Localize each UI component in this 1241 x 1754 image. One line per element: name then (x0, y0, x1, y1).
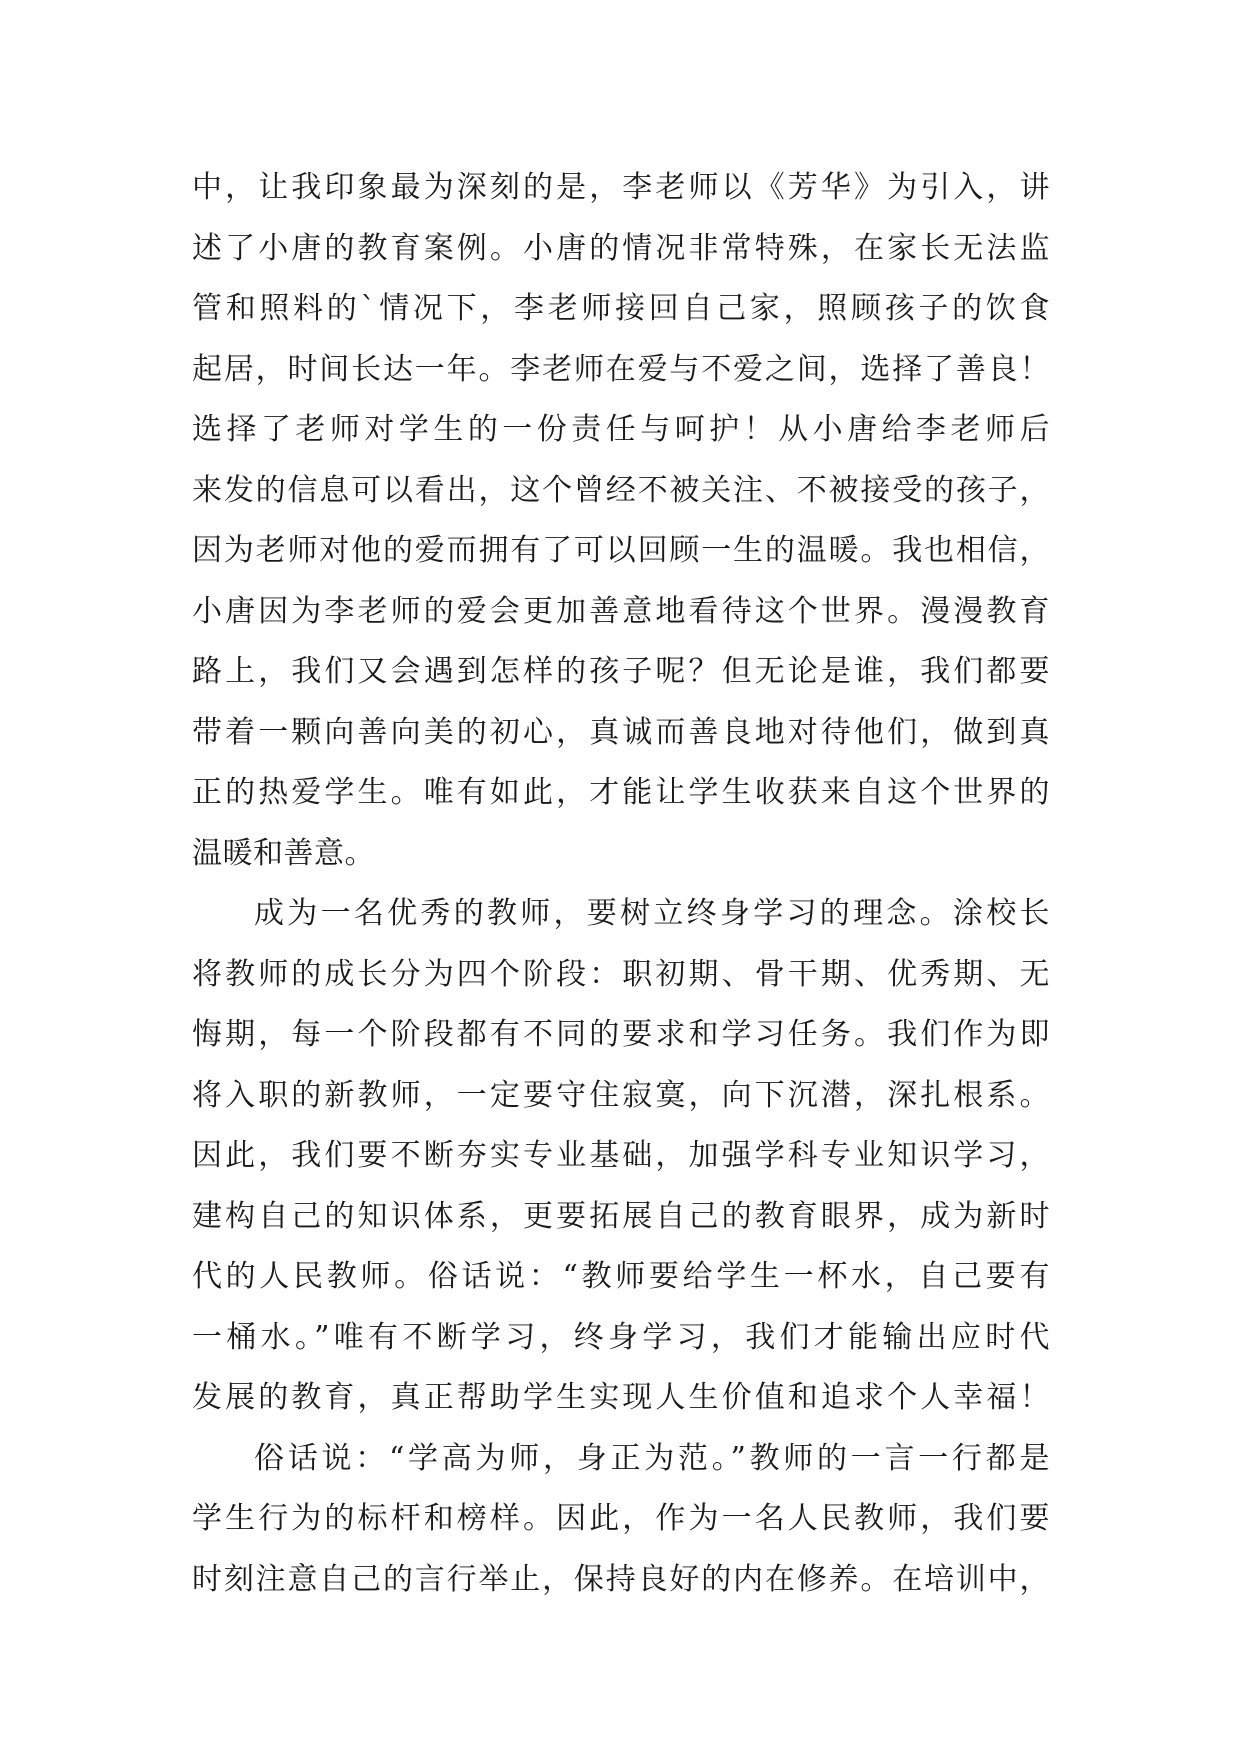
text-line: 正的热爱学生。唯有如此，才能让学生收获来自这个世界的 (192, 775, 1050, 810)
text-line: 一桶水。”唯有不断学习，终身学习，我们才能输出应时代 (192, 1319, 1050, 1355)
text-line: 悔期，每一个阶段都有不同的要求和学习任务。我们作为即 (192, 1017, 1050, 1052)
text-line: 建构自己的知识体系，更要拓展自己的教育眼界，成为新时 (192, 1198, 1050, 1234)
text-line: 因此，我们要不断夯实专业基础，加强学科专业知识学习， (192, 1138, 1050, 1173)
text-line: 中，让我印象最为深刻的是，李老师以《芳华》为引入，讲 (192, 170, 1050, 205)
paragraph-first-line: 成为一名优秀的教师，要树立终身学习的理念。涂校长 (254, 896, 1050, 931)
text-line: 发展的教育，真正帮助学生实现人生价值和追求个人幸福！ (192, 1380, 1050, 1415)
text-line: 管和照料的`情况下，李老师接回自己家，照顾孩子的饮食 (192, 291, 1050, 326)
text-line: 将入职的新教师，一定要守住寂寞，向下沉潜，深扎根系。 (192, 1077, 1050, 1113)
text-line: 时刻注意自己的言行举止，保持良好的内在修养。在培训中， (192, 1561, 1050, 1597)
text-line: 学生行为的标杆和榜样。因此，作为一名人民教师，我们要 (192, 1501, 1050, 1536)
text-line: 起居，时间长达一年。李老师在爱与不爱之间，选择了善良！ (192, 351, 1050, 387)
text-line: 路上，我们又会遇到怎样的孩子呢？但无论是谁，我们都要 (192, 654, 1050, 689)
text-line: 因为老师对他的爱而拥有了可以回顾一生的温暖。我也相信， (192, 533, 1050, 568)
text-line: 代的人民教师。俗话说：“教师要给学生一杯水，自己要有 (192, 1259, 1050, 1294)
text-line: 温暖和善意。 (192, 835, 375, 871)
text-line: 小唐因为李老师的爱会更加善意地看待这个世界。漫漫教育 (192, 593, 1050, 629)
text-line: 述了小唐的教育案例。小唐的情况非常特殊，在家长无法监 (192, 230, 1050, 266)
text-line: 将教师的成长分为四个阶段：职初期、骨干期、优秀期、无 (192, 956, 1050, 992)
text-line: 带着一颗向善向美的初心，真诚而善良地对待他们，做到真 (192, 714, 1050, 750)
body-text (192, 158, 1050, 1610)
paragraph-first-line: 俗话说：“学高为师，身正为范。”教师的一言一行都是 (254, 1440, 1050, 1476)
text-line: 选择了老师对学生的一份责任与呵护！从小唐给李老师后 (192, 412, 1050, 447)
text-line: 来发的信息可以看出，这个曾经不被关注、不被接受的孩子， (192, 472, 1050, 508)
